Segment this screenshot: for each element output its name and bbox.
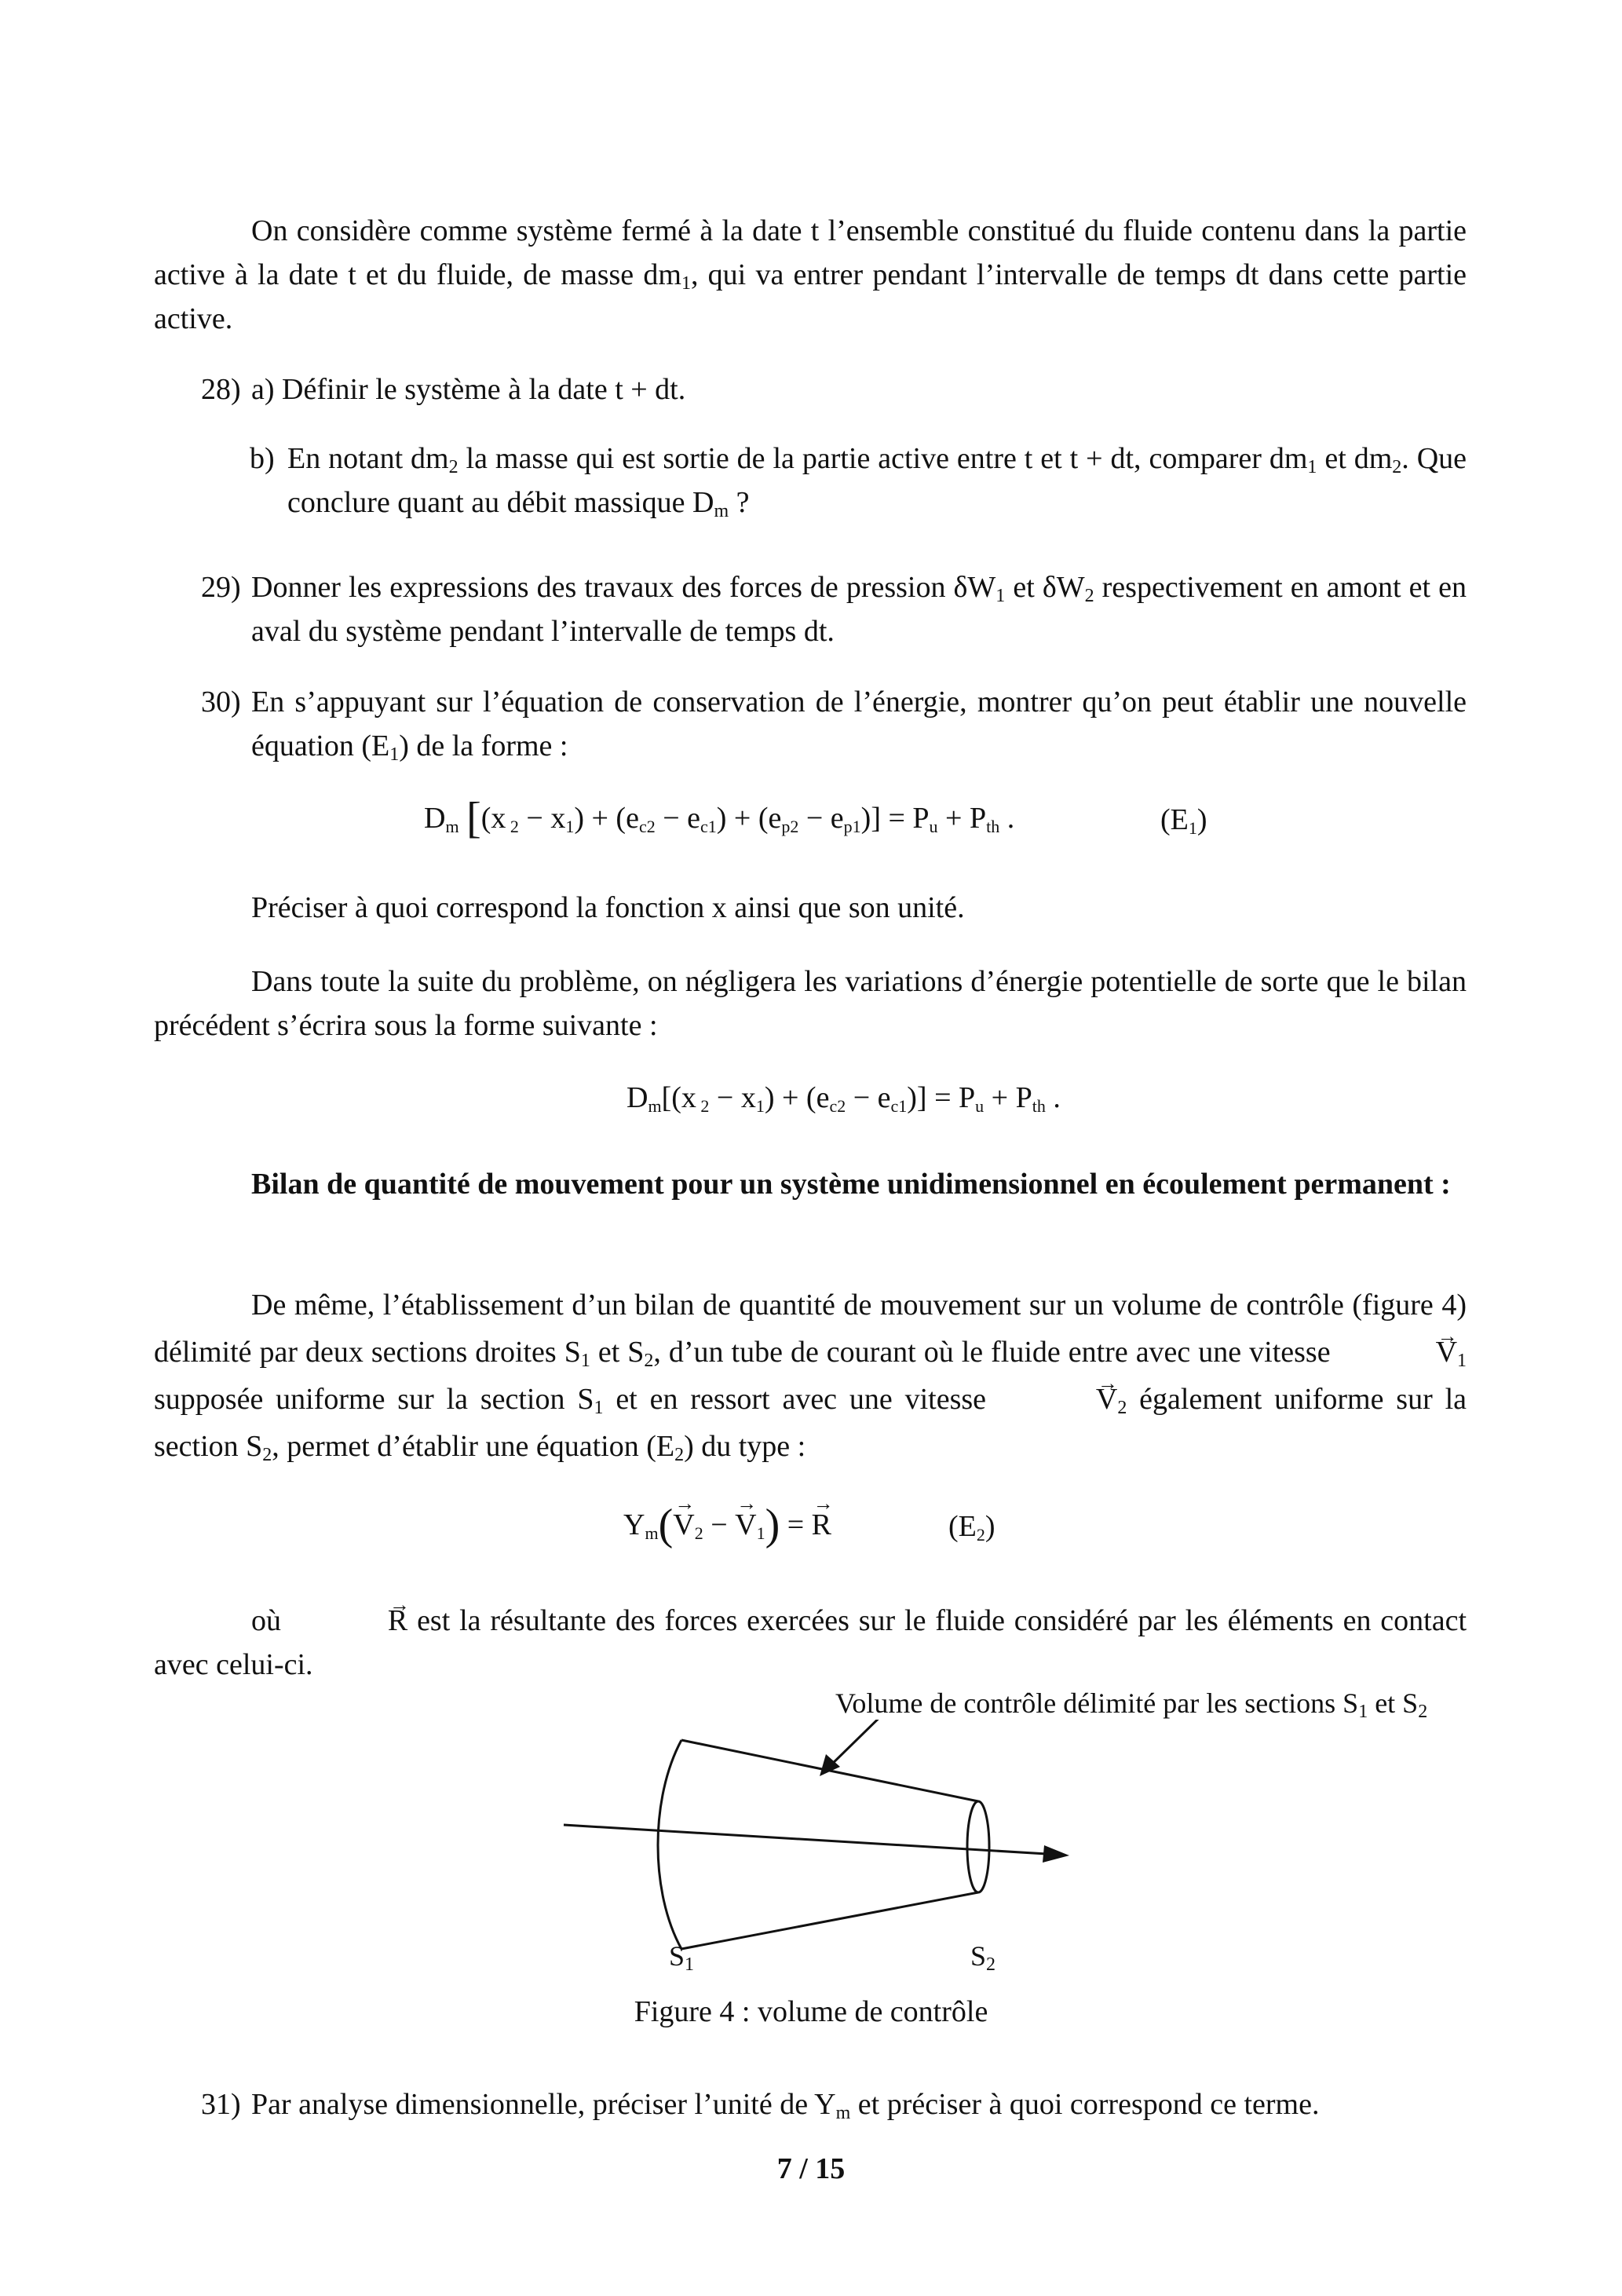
sub-label: b)	[250, 442, 275, 475]
eq-sub: 1	[755, 1096, 765, 1116]
eq-sub: 2	[506, 817, 519, 836]
eq-symbol: D	[424, 802, 446, 835]
question-text: respectivement en amont et en aval du système pendant l’intervalle de temps dt.	[251, 571, 1467, 648]
eq-tag: (E	[1160, 803, 1189, 836]
section-heading: Bilan de quantité de mouvement pour un système unidimensionnel en écoulement permanent :	[251, 1168, 1451, 1201]
eq-paren: (	[658, 1501, 674, 1549]
label-s1	[669, 1940, 695, 1975]
question-28b	[250, 437, 1467, 525]
eq-tag: (E	[948, 1510, 977, 1543]
label-text: S	[970, 1940, 987, 1972]
question-text: Donner les expressions des travaux des forces de pression δW	[251, 571, 996, 604]
figure-caption: Figure 4 : volume de contrôle	[634, 1995, 988, 2028]
eq-tag-end: )	[985, 1510, 995, 1543]
flow-arrowhead	[1043, 1845, 1069, 1863]
flow-axis	[564, 1825, 1060, 1855]
intro-text: On considère comme système fermé à la date t l’ensemble constitué du fluide contenu dans la partie active à la date t et du fluide, de masse dm	[154, 214, 1467, 291]
eq-sub: p2	[781, 817, 799, 836]
question-number: 30)	[201, 686, 241, 718]
equation-e2-tag	[948, 1509, 995, 1544]
tube-bottom-edge	[681, 1892, 978, 1949]
eq-sub: 2	[696, 1096, 710, 1116]
subscript: 2	[674, 1445, 685, 1465]
equation-e1: $D_m$ [(x $_2 - x_1) + (e_{c2} - e_{c1}) + (e_{p2} - e_{p1})] = P_u + P_{th}$ .	[424, 794, 1015, 843]
para-text: également uniforme sur la section S	[154, 1383, 1467, 1463]
paragraph-resultant	[154, 1599, 1467, 1687]
question-number: 28)	[201, 373, 241, 406]
equation-e2: $Y_m(\to V_2$ − → $V_1$) = → R	[623, 1508, 831, 1542]
question-31	[201, 2082, 1467, 2126]
para-text: et S	[590, 1336, 645, 1369]
question-text: Définir le système à la date t + dt.	[282, 373, 686, 406]
eq-sub: m	[445, 817, 459, 836]
question-28a	[201, 367, 1467, 411]
para-text: ) du type :	[684, 1430, 806, 1463]
subscript: 1	[580, 1351, 590, 1371]
eq-sub: c2	[829, 1096, 846, 1116]
vector-r: → R	[812, 1508, 831, 1542]
para-text: , permet d’établir une équation (E	[272, 1430, 675, 1463]
eq-sub: th	[986, 817, 1000, 836]
question-29	[201, 565, 1467, 653]
subscript: 1	[685, 1954, 695, 1975]
section-s2-ellipse	[967, 1801, 989, 1892]
intro-sub: 1	[681, 273, 691, 294]
subscript: 2	[1418, 1702, 1428, 1722]
question-text: ) de la forme :	[399, 729, 568, 762]
eq-tag-end: )	[1196, 803, 1207, 836]
eq-paren: )	[765, 1501, 780, 1549]
para-text: et en ressort avec une vitesse	[603, 1383, 999, 1416]
question-text: et préciser à quoi correspond ce terme.	[850, 2088, 1320, 2121]
question-number: 29)	[201, 571, 241, 604]
subscript: 1	[594, 1398, 604, 1418]
annotation-text: et S	[1368, 1687, 1419, 1719]
question-text: Par analyse dimensionnelle, préciser l’unité de Y	[251, 2088, 836, 2121]
eq-sub: m	[645, 1523, 659, 1543]
subscript: 2	[986, 1954, 996, 1975]
para-text: où	[251, 1604, 290, 1637]
question-30-followup: Préciser à quoi correspond la fonction x ainsi que son unité.	[251, 891, 965, 924]
question-text: et dm	[1317, 442, 1393, 475]
question-30	[201, 680, 1467, 768]
para-text: De même, l’établissement d’un bilan de quantité de mouvement sur un volume de contrôle (figure 4) délimité par deux sections droites S	[154, 1289, 1467, 1369]
intro-text-end: , qui va entrer pendant l’intervalle de temps dt dans cette partie active.	[154, 258, 1467, 335]
question-text: En notant dm	[287, 442, 449, 475]
section-s1-curve	[658, 1740, 681, 1949]
para-text: , d’un tube de courant où le fluide entre avec une vitesse	[653, 1336, 1339, 1369]
label-text: S	[669, 1940, 685, 1972]
eq-sub: c1	[700, 817, 717, 836]
figure-annotation	[835, 1687, 1427, 1720]
subscript: 1	[1358, 1702, 1368, 1722]
vector-v2: → $V_2$	[999, 1376, 1127, 1423]
eq-sub: p1	[843, 817, 861, 836]
eq-sub: th	[1032, 1096, 1046, 1116]
subscript: 2	[448, 457, 458, 477]
question-text: et δW	[1005, 571, 1085, 604]
question-text: la masse qui est sortie de la partie active entre t et t + dt, comparer dm	[458, 442, 1308, 475]
subscript: m	[835, 2103, 851, 2123]
annotation-text: Volume de contrôle délimité par les sections S	[835, 1687, 1359, 1719]
eq-sub: u	[975, 1096, 985, 1116]
vector-v2: → $V_2$	[673, 1508, 703, 1542]
para-text: est la résultante des forces exercées sur le fluide considéré par les éléments en contact avec celui-ci.	[154, 1604, 1467, 1681]
subscript: 2	[644, 1351, 654, 1371]
equation-e1-tag	[1160, 803, 1207, 837]
control-volume-figure	[550, 1720, 1099, 1971]
eq-sub: m	[648, 1096, 662, 1116]
eq-tag-sub: 2	[976, 1525, 985, 1545]
question-text: ?	[729, 486, 750, 519]
subscript: m	[714, 501, 729, 521]
page-number: 7 / 15	[776, 2152, 846, 2185]
subscript: 1	[995, 586, 1006, 606]
vector-r: → R	[290, 1599, 407, 1643]
equation-e1-simplified: $D_m[(x$ $_2 - x_1) + (e_{c2} - e_{c1})] = P_u + P_{th}$ .	[627, 1081, 1061, 1116]
eq-tag-sub: 1	[1188, 818, 1197, 838]
vector-v1: → $V_1$	[735, 1508, 765, 1542]
sub-label: a)	[251, 373, 275, 406]
eq-sub: 1	[565, 817, 575, 836]
paragraph-potential: Dans toute la suite du problème, on négligera les variations d’énergie potentielle de sorte que le bilan précédent s’écrira sous la forme suivante :	[154, 965, 1467, 1042]
subscript: 1	[389, 744, 400, 765]
subscript: 2	[1392, 457, 1402, 477]
para-text: supposée uniforme sur la section S	[154, 1383, 594, 1416]
subscript: 2	[1084, 586, 1094, 606]
intro-paragraph	[154, 209, 1467, 341]
eq-sub: u	[929, 817, 938, 836]
vector-v1: → $V_1$	[1339, 1329, 1467, 1376]
question-text: En s’appuyant sur l’équation de conservation de l’énergie, montrer qu’on peut établir une nouvelle équation (E	[251, 686, 1467, 762]
subscript: 2	[262, 1445, 272, 1465]
label-s2	[970, 1940, 996, 1975]
eq-sub: c1	[890, 1096, 908, 1116]
question-text: . Que conclure quant au débit massique D	[287, 442, 1467, 519]
paragraph-momentum	[154, 1281, 1467, 1470]
eq-sub: c2	[638, 817, 656, 836]
eq-bracket: [	[466, 794, 481, 843]
subscript: 1	[1307, 457, 1317, 477]
question-number: 31)	[201, 2088, 241, 2121]
